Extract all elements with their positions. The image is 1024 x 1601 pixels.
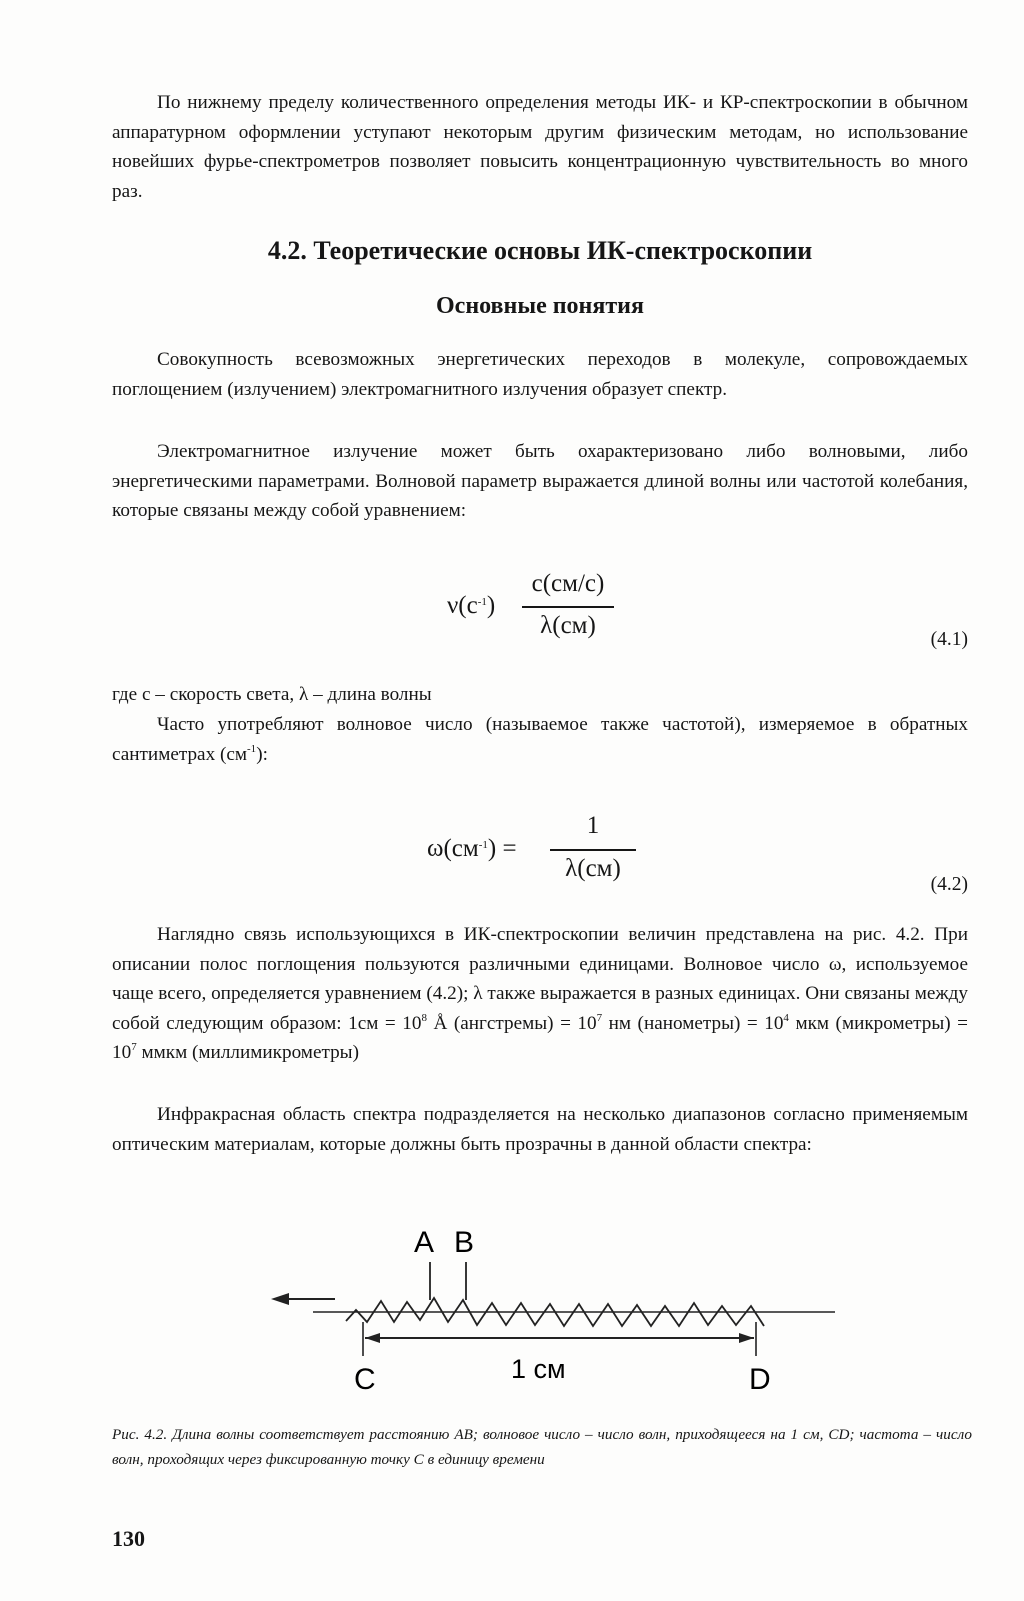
eq-lhs-close: ) =: [487, 835, 517, 862]
label-c: C: [354, 1363, 376, 1396]
superscript: 7: [596, 1011, 603, 1024]
text-span: Наглядно связь использующихся в ИК-спектроскопии величин представлена на рис. 4.2. При описании полос поглощения пользуются различными единицами. Волновое число ω, используемое чаще всего, определяется уравнением (4.2); λ также выражается в разных единицах. Они связаны между собой следующим образом: 1см = 10: [112, 924, 968, 1034]
equation-numerator: c(см/c): [531, 570, 605, 597]
text-span: ммкм (миллимикрометры): [136, 1042, 359, 1063]
section-heading: 4.2. Теоретические основы ИК-спектроскопии: [267, 236, 813, 265]
equation-number: (4.1): [930, 629, 968, 650]
direction-arrow-head: [271, 1293, 289, 1305]
equation-denominator: λ(см): [540, 612, 596, 639]
eq-lhs-text: ν(с: [447, 592, 478, 619]
paragraph-where: где c – скорость света, λ – длина волны: [112, 684, 432, 705]
label-b: B: [454, 1226, 475, 1259]
span-arrow-left: [365, 1333, 380, 1343]
figure-caption: Рис. 4.2. Длина волны соответствует расстоянию AB; волновое число – число волн, приходящееся на 1 см, CD; частота – число волн, проходящих через фиксированную точку C в единицу времени: [112, 1426, 972, 1468]
text-span: нм (нанометры) = 10: [602, 1012, 784, 1034]
eq-lhs-text: ω(см: [427, 835, 479, 862]
eq-lhs-superscript: -1: [478, 839, 488, 851]
eq-lhs-close: ): [486, 592, 496, 619]
span-arrow-right: [739, 1333, 754, 1343]
eq-lhs-superscript: -1: [477, 596, 487, 608]
text-span: мкм (микрометры) = 10: [112, 1012, 968, 1063]
superscript: 4: [783, 1011, 789, 1024]
label-d: D: [749, 1363, 771, 1396]
text-span: Часто употребляют волновое число (называемое также частотой), измеряемое в обратных сантиметрах (см: [112, 714, 968, 765]
equation-numerator: 1: [586, 812, 600, 839]
page-number: 130: [112, 1526, 145, 1551]
paragraph-ir-ranges: Инфракрасная область спектра подразделяется на несколько диапазонов согласно применяемым оптическим материалам, которые должны быть прозрачны в данной области спектра:: [112, 1104, 968, 1155]
superscript: 8: [421, 1011, 427, 1024]
span-label: 1 см: [511, 1354, 566, 1384]
paragraph-wave-parameters: Электромагнитное излучение может быть охарактеризовано либо волновыми, либо энергетическими параметрами. Волновой параметр выражается длиной волны или частотой колебания, которые связаны между собой уравнением:: [112, 441, 968, 521]
text-span: Å (ангстремы) = 10: [426, 1012, 597, 1034]
subsection-heading: Основные понятия: [436, 293, 644, 319]
paragraph-spectrum-definition: Совокупность всевозможных энергетических переходов в молекуле, сопровождаемых поглощением (излучением) электромагнитного излучения образует спектр.: [112, 349, 968, 400]
paragraph-intro: По нижнему пределу количественного определения методы ИК- и КР-спектроскопии в обычном аппаратурном оформлении уступают некоторым другим физическим методам, но использование новейших фурье-спектрометров позволяет повысить концентрационную чувствительность во много раз.: [112, 92, 968, 202]
equation-number: (4.2): [930, 874, 968, 895]
superscript: 7: [131, 1041, 137, 1053]
label-a: A: [414, 1226, 435, 1259]
text-span: ):: [256, 743, 268, 765]
equation-denominator: λ(см): [565, 855, 621, 882]
superscript: -1: [247, 742, 257, 755]
